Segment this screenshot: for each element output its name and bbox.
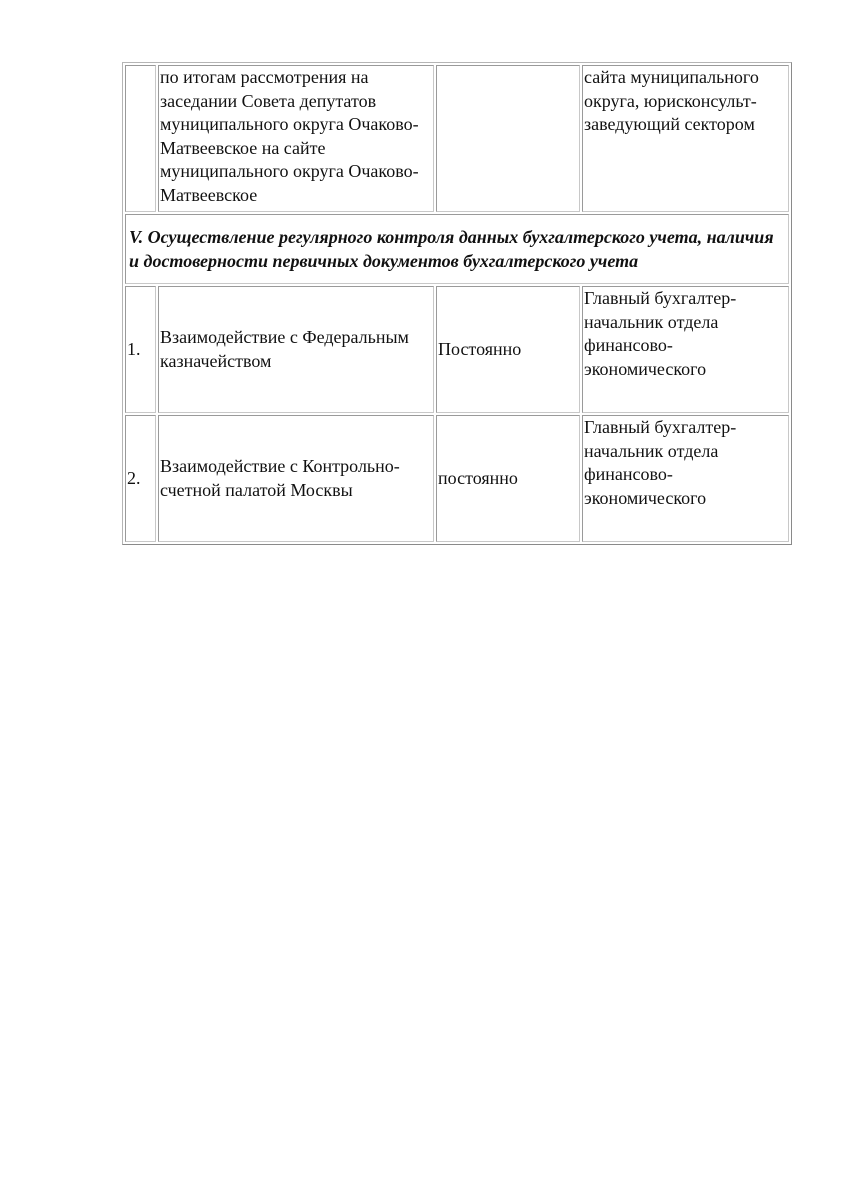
section-heading-row [125, 214, 789, 284]
responsible-cell [582, 65, 789, 212]
table-row [125, 286, 789, 413]
activity-cell [158, 65, 434, 212]
responsible-cell: Главный бухгалтер-начальник отдела финансово-экономического [582, 415, 789, 542]
deadline-cell: Постоянно [436, 286, 580, 413]
row-number-cell: 2. [125, 415, 156, 542]
activity-cell: Взаимодействие с Контрольно-счетной палатой Москвы [158, 415, 434, 542]
responsible-text: сайта муниципального округа, юрисконсульт-заведующий сектором [584, 67, 759, 134]
plan-table [122, 62, 792, 545]
activity-text: по итогам рассмотрения на заседании Совета депутатов муниципального округа Очаково-Матвеевское на сайте муниципального округа Очаково-Матвеевское [160, 67, 419, 205]
table-row [125, 415, 789, 542]
section-heading: V. Осуществление регулярного контроля данных бухгалтерского учета, наличия и достоверности первичных документов бухгалтерского учета [125, 214, 789, 284]
responsible-cell: Главный бухгалтер-начальник отдела финансово-экономического [582, 286, 789, 413]
deadline-cell [436, 65, 580, 212]
row-number-cell [125, 65, 156, 212]
table-row [125, 65, 789, 212]
row-number-cell: 1. [125, 286, 156, 413]
activity-cell: Взаимодействие с Федеральным казначейством [158, 286, 434, 413]
deadline-cell: постоянно [436, 415, 580, 542]
